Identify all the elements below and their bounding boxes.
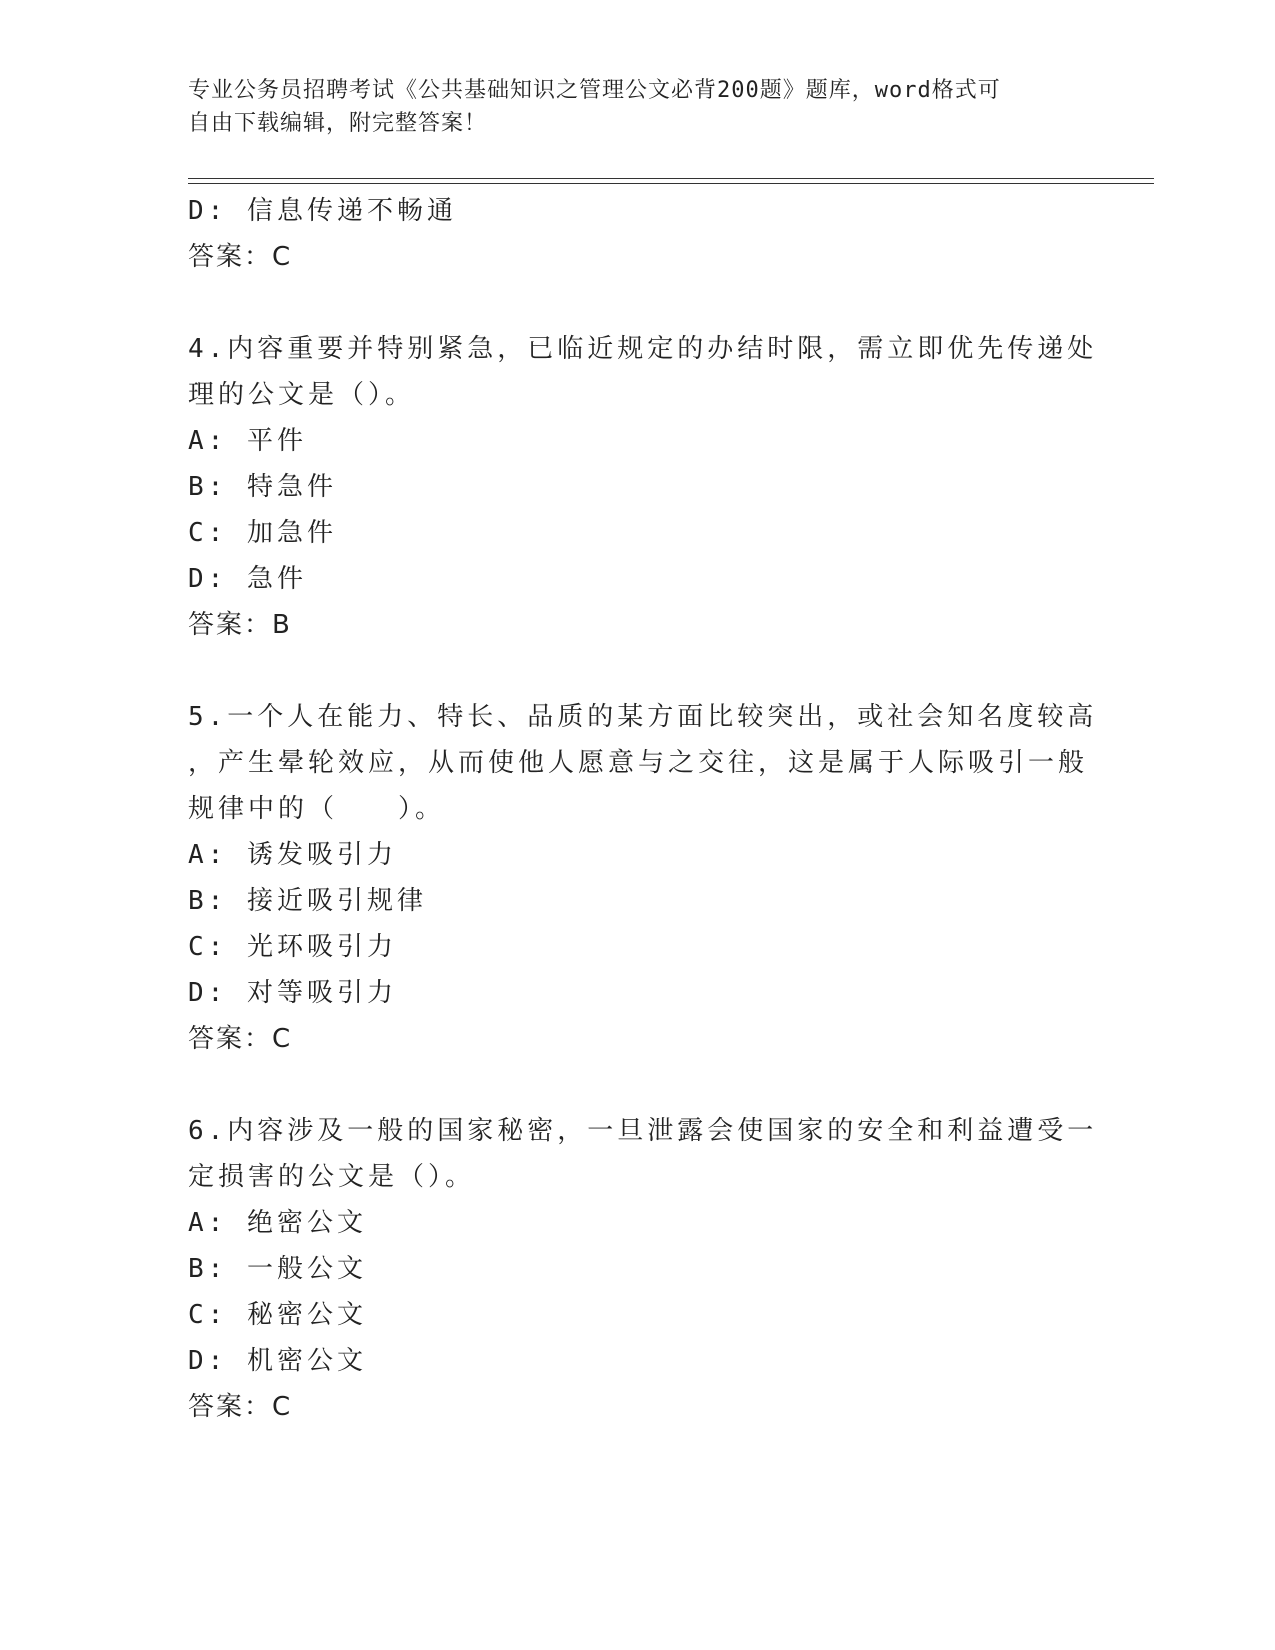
header-line-2: 自由下载编辑，附完整答案！ [188, 111, 488, 136]
question-text-line: 规律中的（ ）。 [188, 794, 446, 824]
option-b: B: 一般公文 [188, 1254, 367, 1284]
question-5 [188, 694, 1098, 1062]
header-divider-top [188, 178, 1154, 179]
question-text-line: 5.一个人在能力、特长、品质的某方面比较突出，或社会知名度较高 [188, 702, 1098, 732]
question-text-line: 定损害的公文是（）。 [188, 1162, 476, 1192]
question-4 [188, 326, 1098, 648]
question-text-line: 理的公文是（）。 [188, 380, 416, 410]
carryover-question [188, 188, 1088, 280]
spacer [188, 648, 1088, 694]
answer-line: 答案：C [188, 242, 293, 272]
question-content [188, 188, 1098, 1430]
option-a: A: 绝密公文 [188, 1208, 367, 1238]
option-d: D: 急件 [188, 564, 307, 594]
spacer [188, 280, 1088, 326]
question-text-line: ，产生晕轮效应，从而使他人愿意与之交往，这是属于人际吸引一般 [188, 748, 1089, 778]
header-divider-bottom [188, 183, 1154, 184]
header-line-1: 专业公务员招聘考试《公共基础知识之管理公文必背200题》题库，word格式可 [188, 78, 1001, 103]
option-a: A: 平件 [188, 426, 307, 456]
option-d: D: 信息传递不畅通 [188, 196, 457, 226]
option-d: D: 对等吸引力 [188, 978, 397, 1008]
question-text-line: 6.内容涉及一般的国家秘密，一旦泄露会使国家的安全和利益遭受一 [188, 1116, 1098, 1146]
answer-line: 答案：B [188, 610, 292, 640]
answer-line: 答案：C [188, 1392, 293, 1422]
option-c: C: 加急件 [188, 518, 337, 548]
option-d: D: 机密公文 [188, 1346, 367, 1376]
spacer [188, 1062, 1088, 1108]
option-b: B: 接近吸引规律 [188, 886, 427, 916]
option-a: A: 诱发吸引力 [188, 840, 397, 870]
question-6 [188, 1108, 1098, 1430]
option-c: C: 秘密公文 [188, 1300, 367, 1330]
question-text-line: 4.内容重要并特别紧急，已临近规定的办结时限，需立即优先传递处 [188, 334, 1098, 364]
answer-line: 答案：C [188, 1024, 293, 1054]
option-c: C: 光环吸引力 [188, 932, 397, 962]
document-header [188, 74, 1088, 140]
option-b: B: 特急件 [188, 472, 337, 502]
